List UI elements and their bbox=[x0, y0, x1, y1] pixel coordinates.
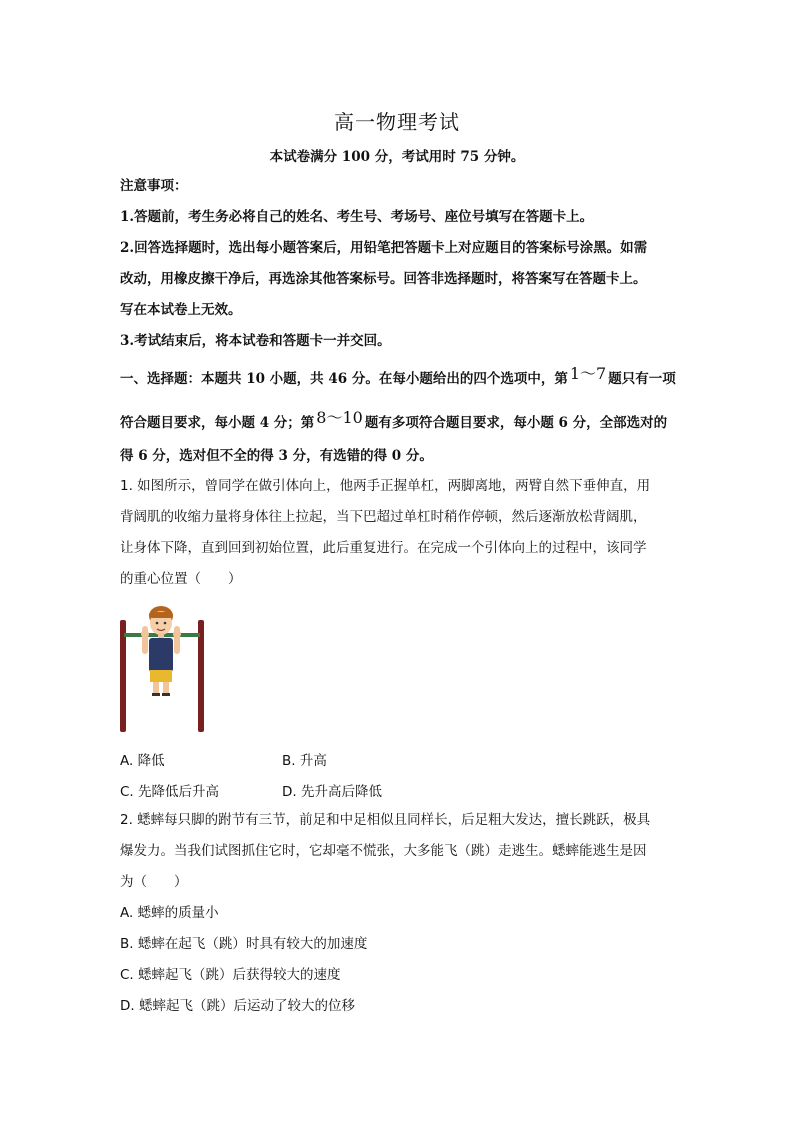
section-1-instructions-line-2 bbox=[120, 408, 668, 432]
notice-heading: 注意事项： bbox=[120, 178, 188, 194]
question-2-option-a: A. 蟋蟀的质量小 bbox=[120, 905, 219, 921]
question-range: 8～10 bbox=[316, 408, 363, 427]
section-1-instructions-line-3: 得 6 分，选对但不全的得 3 分，有选错的得 0 分。 bbox=[120, 448, 433, 464]
question-1-option-a: A. 降低 bbox=[120, 753, 165, 769]
question-1-line-3: 让身体下降，直到回到初始位置，此后重复进行。在完成一个引体向上的过程中，该同学 bbox=[120, 540, 647, 556]
notice-item-2-line-1: 2.回答选择题时，选出每小题答案后，用铅笔把答题卡上对应题目的答案标号涂黑。如需 bbox=[120, 240, 648, 256]
section-1-text: 一、选择题：本题共 10 小题，共 46 分。在每小题给出的四个选项中，第 bbox=[120, 371, 568, 387]
question-2-line-1: 2. 蟋蟀每只脚的跗节有三节，前足和中足相似且同样长，后足粗大发达，擅长跳跃，极具 bbox=[120, 812, 651, 828]
question-range: 1～7 bbox=[569, 364, 607, 383]
question-1-option-c: C. 先降低后升高 bbox=[120, 784, 220, 800]
exam-subtitle: 本试卷满分 100 分，考试用时 75 分钟。 bbox=[269, 149, 525, 165]
exam-title: 高一物理考试 bbox=[334, 110, 460, 134]
question-2-option-b: B. 蟋蟀在起飞（跳）时具有较大的加速度 bbox=[120, 936, 368, 952]
question-2-option-c: C. 蟋蟀起飞（跳）后获得较大的速度 bbox=[120, 967, 341, 983]
pull-up-illustration bbox=[118, 604, 210, 732]
question-1-option-b: B. 升高 bbox=[282, 753, 327, 769]
question-2-line-3: 为（ ） bbox=[120, 874, 188, 890]
section-1-text: 题有多项符合题目要求，每小题 6 分，全部选对的 bbox=[364, 415, 668, 431]
notice-item-2-line-3: 写在本试卷上无效。 bbox=[120, 302, 242, 318]
notice-item-2-line-2: 改动，用橡皮擦干净后，再选涂其他答案标号。回答非选择题时，将答案写在答题卡上。 bbox=[120, 271, 647, 287]
section-1-text: 题只有一项 bbox=[608, 371, 676, 387]
pull-up-icon bbox=[118, 604, 210, 732]
section-1-text: 符合题目要求，每小题 4 分；第 bbox=[120, 415, 315, 431]
question-1-line-4: 的重心位置（ ） bbox=[120, 571, 242, 587]
notice-item-1: 1.答题前，考生务必将自己的姓名、考生号、考场号、座位号填写在答题卡上。 bbox=[120, 209, 594, 225]
question-1-line-2: 背阔肌的收缩力量将身体往上拉起，当下巴超过单杠时稍作停顿，然后逐渐放松背阔肌， bbox=[120, 509, 647, 525]
question-2-option-d: D. 蟋蟀起飞（跳）后运动了较大的位移 bbox=[120, 998, 355, 1014]
notice-item-3: 3.考试结束后，将本试卷和答题卡一并交回。 bbox=[120, 333, 391, 349]
section-1-instructions-line-1 bbox=[120, 364, 676, 388]
question-2-line-2: 爆发力。当我们试图抓住它时，它却毫不慌张，大多能飞（跳）走逃生。蟋蟀能逃生是因 bbox=[120, 843, 647, 859]
question-1-option-d: D. 先升高后降低 bbox=[282, 784, 382, 800]
question-1-line-1: 1. 如图所示，曾同学在做引体向上，他两手正握单杠，两脚离地，两臂自然下垂伸直，用 bbox=[120, 478, 651, 494]
